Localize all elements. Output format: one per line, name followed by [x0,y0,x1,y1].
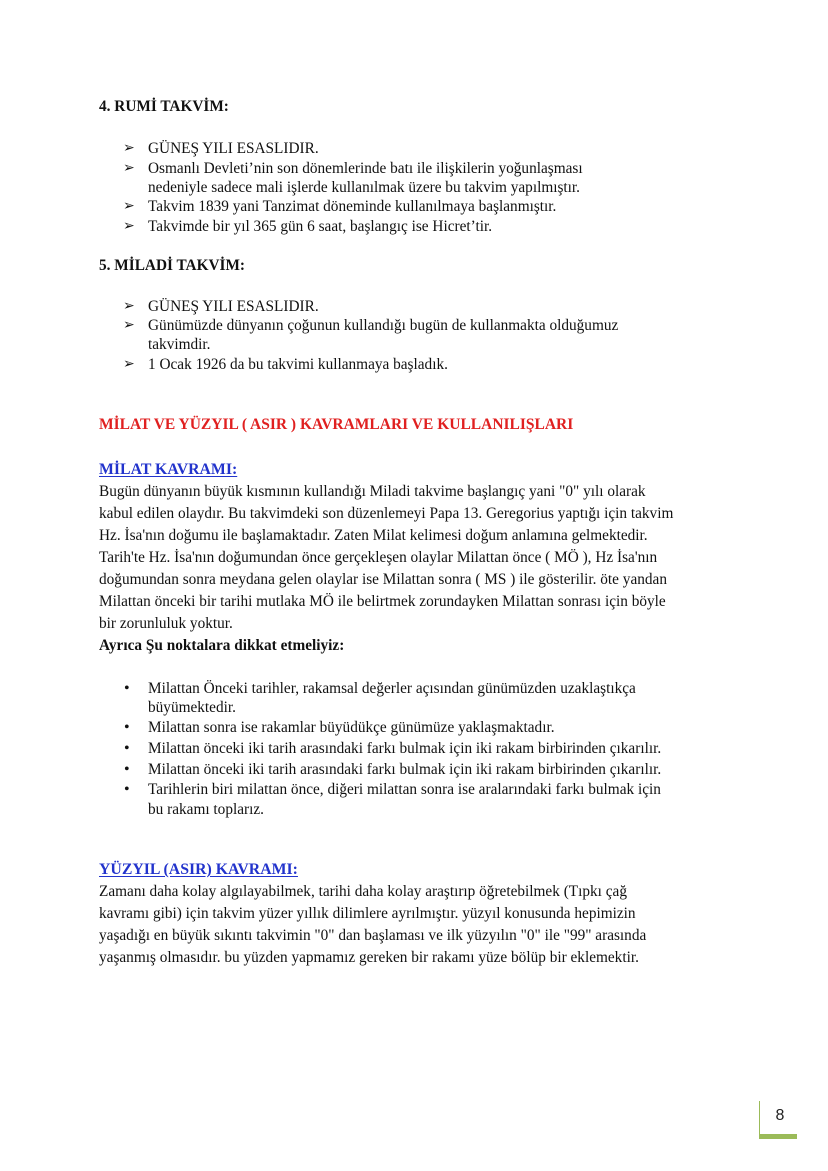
yuzyil-heading: YÜZYIL (ASIR) KAVRAMI: [99,861,298,878]
section-title: MİLAT VE YÜZYIL ( ASIR ) KAVRAMLARI VE KULLANILIŞLARI [99,416,574,433]
rumi-item-2-cont: nedeniyle sadece mali işlerde kullanılmak üzere bu takvim yapılmıştır. [148,179,581,196]
bullet-dot-icon: • [124,680,130,697]
yuzyil-paragraph-line: Zamanı daha kolay algılayabilmek, tarihi daha kolay araştırıp öğretebilmek (Tıpkı çağ [99,883,627,900]
milat-bullet-1: Milattan Önceki tarihler, rakamsal değerler açısından günümüzden uzaklaştıkça [148,680,636,697]
milat-paragraph-line: Tarih'te Hz. İsa'nın doğumundan önce gerçekleşen olaylar Milattan önce ( MÖ ), Hz İsa'nın [99,549,658,566]
page-number-rule [760,1134,797,1139]
milat-bullet-4: Milattan önceki iki tarih arasındaki farkı bulmak için iki rakam birbirinden çıkarılır. [148,761,662,778]
milat-note-heading: Ayrıca Şu noktalara dikkat etmeliyiz: [99,637,345,654]
milat-bullet-5-cont: bu rakamı toplarız. [148,801,264,818]
milat-paragraph-line: Hz. İsa'nın doğumu ile başlamaktadır. Zaten Milat kelimesi doğum anlamına gelmektedir. [99,527,648,544]
rumi-item-2: Osmanlı Devleti’nin son dönemlerinde batı ile ilişkilerin yoğunlaşması [148,160,583,177]
yuzyil-paragraph-line: kavramı gibi) için takvim yüzer yıllık dilimlere ayrılmıştır. yüzyıl konusunda hepimizin [99,905,636,922]
milat-paragraph-line: Bugün dünyanın büyük kısmının kullandığı Miladi takvime başlangıç yani "0" yılı olarak [99,483,646,500]
miladi-item-3: 1 Ocak 1926 da bu takvimi kullanmaya başladık. [148,356,448,373]
rumi-item-3: Takvim 1839 yani Tanzimat döneminde kullanılmaya başlanmıştır. [148,198,557,215]
page-number: 8 [775,1107,785,1124]
milat-bullet-5: Tarihlerin biri milattan önce, diğeri milattan sonra ise aralarındaki farkı bulmak için [148,781,661,798]
bullet-dot-icon: • [124,781,130,798]
bullet-dot-icon: • [124,719,130,736]
rumi-item-1: GÜNEŞ YILI ESASLIDIR. [148,140,319,157]
miladi-item-2: Günümüzde dünyanın çoğunun kullandığı bugün de kullanmakta olduğumuz [148,317,619,334]
arrow-bullet-icon: ➢ [123,318,135,333]
miladi-item-2-cont: takvimdir. [148,336,211,353]
miladi-item-1: GÜNEŞ YILI ESASLIDIR. [148,298,319,315]
bullet-dot-icon: • [124,740,130,757]
bullet-dot-icon: • [124,761,130,778]
arrow-bullet-icon: ➢ [123,357,135,372]
arrow-bullet-icon: ➢ [123,299,135,314]
arrow-bullet-icon: ➢ [123,199,135,214]
milat-paragraph-line: Milattan önceki bir tarihi mutlaka MÖ ile belirtmek zorundayken Milattan sonrası için böyle [99,593,666,610]
arrow-bullet-icon: ➢ [123,219,135,234]
milat-paragraph-line: doğumundan sonra meydana gelen olaylar ise Milattan sonra ( MS ) ile gösterilir. öte yandan [99,571,667,588]
arrow-bullet-icon: ➢ [123,161,135,176]
rumi-item-4: Takvimde bir yıl 365 gün 6 saat, başlangıç ise Hicret’tir. [148,218,493,235]
arrow-bullet-icon: ➢ [123,141,135,156]
milat-bullet-3: Milattan önceki iki tarih arasındaki farkı bulmak için iki rakam birbirinden çıkarılır. [148,740,662,757]
milat-paragraph-line: kabul edilen olaydır. Bu takvimdeki son düzenlemeyi Papa 13. Geregorius yaptığı için takvim [99,505,674,522]
milat-bullet-1-cont: büyümektedir. [148,699,236,716]
rumi-heading: 4. RUMİ TAKVİM: [99,98,229,115]
milat-heading: MİLAT KAVRAMI: [99,461,238,478]
miladi-heading: 5. MİLADİ TAKVİM: [99,257,246,274]
milat-paragraph-line: bir zorunluluk yoktur. [99,615,233,632]
milat-bullet-2: Milattan sonra ise rakamlar büyüdükçe günümüze yaklaşmaktadır. [148,719,555,736]
yuzyil-paragraph-line: yaşanmış olmasıdır. bu yüzden yapmamız gereken bir rakamı yüze bölüp bir eklemektir. [99,949,639,966]
yuzyil-paragraph-line: yaşadığı en büyük sıkıntı takvimin "0" dan başlaması ve ilk yüzyılın "0" ile "99" arasında [99,927,647,944]
